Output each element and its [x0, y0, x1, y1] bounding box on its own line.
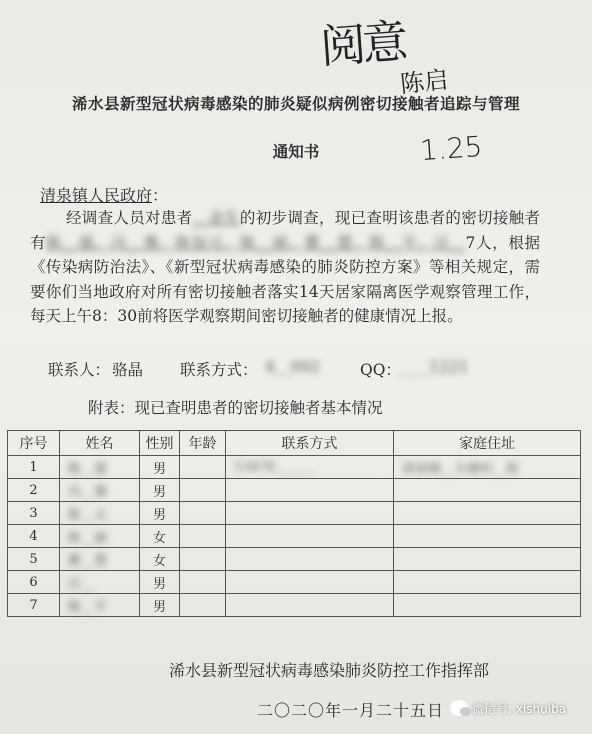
row-age	[180, 594, 226, 617]
notice-body	[30, 206, 540, 329]
row-gender: 男	[140, 479, 180, 502]
row-index: 3	[8, 502, 60, 525]
row-name: 瞿__慧	[60, 548, 140, 571]
row-name: 陈__平	[60, 594, 140, 617]
patient-name: __金生	[192, 209, 240, 227]
row-gender: 男	[140, 456, 180, 479]
row-address	[394, 548, 581, 571]
recipient	[40, 183, 168, 206]
row-phone	[226, 548, 394, 571]
body-rest: 7人，根据《传染病防治法》、《新型冠状病毒感染的肺炎防控方案》等相关规定，需要你们当地政府对所有密切接触者落实14天居家隔离医学观察管理工作，每天上午8：30前将医学观察期间密切接触者的健康情况上报。	[30, 233, 540, 325]
contact-qq: ____1221	[398, 358, 469, 376]
row-index: 6	[8, 571, 60, 594]
header-contact: 联系方式	[226, 431, 394, 456]
row-index: 5	[8, 548, 60, 571]
row-phone	[226, 525, 394, 548]
table-row	[8, 479, 581, 502]
row-age	[180, 456, 226, 479]
row-address	[394, 594, 581, 617]
close-contacts-table	[7, 430, 581, 617]
row-address	[394, 479, 581, 502]
header-name: 姓名	[60, 431, 140, 456]
handwritten-signature: 陈启	[398, 65, 450, 99]
row-address	[394, 525, 581, 548]
watermark-text: 微信号: xishuiba	[472, 701, 567, 716]
contact-person: 骆晶	[112, 361, 144, 379]
contact-names: 陈__强、冯__豫、陈加元、陈__丽、瞿__慧、陈__平、汪__	[46, 233, 466, 252]
table-row	[8, 548, 581, 571]
row-gender: 男	[140, 594, 180, 617]
row-name: 冯__豫	[60, 479, 140, 502]
handwritten-date: 1.25	[418, 129, 484, 168]
row-gender: 女	[140, 525, 180, 548]
row-age	[180, 479, 226, 502]
header-age: 年龄	[180, 431, 226, 456]
row-age	[180, 548, 226, 571]
header-index: 序号	[8, 431, 60, 456]
row-index: 7	[8, 594, 60, 617]
row-name: 陈__元	[60, 502, 140, 525]
document-title: 浠水县新型冠状病毒感染的肺炎疑似病例密切接触者追踪与管理	[71, 94, 520, 113]
recipient-name: 清泉镇人民政府	[40, 186, 153, 205]
contact-phone: 4__092	[265, 358, 320, 376]
row-index: 4	[8, 525, 60, 548]
row-name: 陈__丽	[60, 525, 140, 548]
row-address: 清泉镇__大塘村__组	[394, 456, 581, 479]
row-age	[180, 571, 226, 594]
body-mid: 的初步调查，现已查明该患者的密切接触者有	[30, 209, 540, 252]
contact-phone-label: 联系方式：	[180, 361, 258, 379]
row-name: 陈__强	[60, 456, 140, 479]
table-row	[8, 594, 581, 617]
header-address: 家庭住址	[394, 431, 581, 456]
contact-qq-label: QQ：	[360, 361, 401, 379]
row-gender: 男	[140, 502, 180, 525]
header-gender: 性别	[140, 431, 180, 456]
row-phone	[226, 502, 394, 525]
row-index: 1	[8, 456, 60, 479]
row-address	[394, 502, 581, 525]
contact-person-label: 联系人：	[48, 361, 111, 379]
table-row	[8, 571, 581, 594]
row-gender: 女	[140, 548, 180, 571]
row-phone	[226, 479, 394, 502]
row-phone: 13476______	[226, 456, 394, 479]
document-subtitle: 通知书	[272, 142, 320, 161]
row-gender: 男	[140, 571, 180, 594]
wechat-icon	[450, 700, 468, 716]
row-address	[394, 571, 581, 594]
row-name: 汪__	[60, 571, 140, 594]
issuing-organization: 浠水县新型冠状病毒感染肺炎防控工作指挥部	[169, 661, 490, 680]
handwritten-approval: 阅意	[318, 14, 406, 74]
table-row	[8, 525, 581, 548]
row-age	[180, 502, 226, 525]
row-index: 2	[8, 479, 60, 502]
row-phone	[226, 571, 394, 594]
recipient-suffix: ：	[152, 186, 169, 205]
table-row	[8, 456, 581, 479]
row-phone	[226, 594, 394, 617]
appendix-heading: 附表：现已查明患者的密切接触者基本情况	[88, 399, 383, 417]
row-age	[180, 525, 226, 548]
table-row	[8, 502, 581, 525]
body-intro: 经调查人员对患者	[66, 209, 193, 227]
table-header-row	[8, 431, 581, 456]
wechat-watermark	[450, 696, 566, 720]
issue-date: 二〇二〇年一月二十五日	[257, 701, 445, 720]
